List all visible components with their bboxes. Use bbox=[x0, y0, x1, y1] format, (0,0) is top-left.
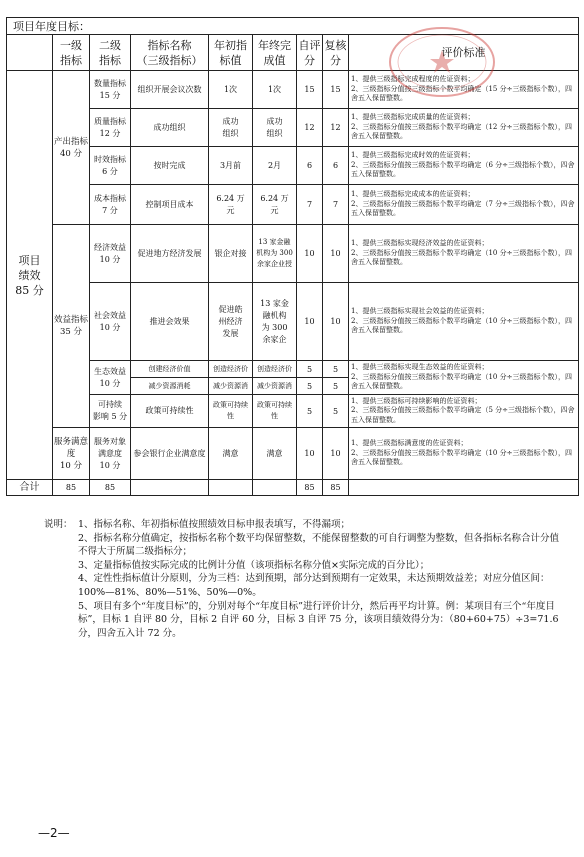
start-value-cell: 银企对接 bbox=[209, 225, 253, 283]
header-review-score: 复核 分 bbox=[323, 35, 349, 71]
table-row bbox=[7, 395, 579, 428]
total-blank bbox=[131, 480, 209, 496]
header-criteria: 评价标准 bbox=[349, 35, 579, 71]
notes-lead: 说明： bbox=[44, 519, 73, 530]
review-score-cell: 15 bbox=[323, 71, 349, 109]
header-start-value: 年初指 标值 bbox=[209, 35, 253, 71]
level3-cell: 减少资源消耗 bbox=[131, 378, 209, 395]
self-score-cell: 5 bbox=[297, 378, 323, 395]
end-value-cell: 成功 组织 bbox=[253, 109, 297, 147]
header-level3: 指标名称 （三级指标） bbox=[131, 35, 209, 71]
review-score-cell: 10 bbox=[323, 225, 349, 283]
total-blank bbox=[209, 480, 253, 496]
total-blank bbox=[349, 480, 579, 496]
page-number: —2— bbox=[38, 826, 70, 840]
total-level2: 85 bbox=[90, 480, 131, 496]
table-row bbox=[7, 225, 579, 283]
table-row bbox=[7, 283, 579, 361]
start-value-cell: 成功 组织 bbox=[209, 109, 253, 147]
criteria-cell: 1、提供三级指标完成时效的佐证资料； 2、三级指标分值按三级指标个数平均确定（6 分÷三级指标个数），四舍五入保留整数。 bbox=[349, 147, 579, 185]
total-label: 合计 bbox=[7, 480, 53, 496]
table-title: 项目年度目标： bbox=[7, 18, 579, 35]
end-value-cell: 1次 bbox=[253, 71, 297, 109]
total-self-score: 85 bbox=[297, 480, 323, 496]
end-value-cell: 满意 bbox=[253, 428, 297, 480]
criteria-cell: 1、提供三级指标实现社会效益的佐证资料； 2、三级指标分值按三级指标个数平均确定（10 分÷三级指标个数），四舍五入保留整数。 bbox=[349, 283, 579, 361]
review-score-cell: 5 bbox=[323, 378, 349, 395]
level3-cell: 参会银行企业满意度 bbox=[131, 428, 209, 480]
level2-cell: 数量指标 15 分 bbox=[90, 71, 131, 109]
header-level2: 二级 指标 bbox=[90, 35, 131, 71]
review-score-cell: 5 bbox=[323, 395, 349, 428]
start-value-cell: 满意 bbox=[209, 428, 253, 480]
start-value-cell: 政策可持续 性 bbox=[209, 395, 253, 428]
level3-cell: 创建经济价值 bbox=[131, 361, 209, 378]
self-score-cell: 5 bbox=[297, 395, 323, 428]
project-label: 项目 绩效 85 分 bbox=[7, 71, 53, 480]
end-value-cell: 减少资源消 bbox=[253, 378, 297, 395]
criteria-cell: 1、提供三级指标完成质量的佐证资料； 2、三级指标分值按三级指标个数平均确定（12 分÷三级指标个数），四舍五入保留整数。 bbox=[349, 109, 579, 147]
table-row bbox=[7, 185, 579, 225]
criteria-cell: 1、提供三级指标实现生态效益的佐证资料； 2、三级指标分值按三级指标个数平均确定（10 分÷三级指标个数），四舍五入保留整数。 bbox=[349, 361, 579, 395]
self-score-cell: 5 bbox=[297, 361, 323, 378]
level3-cell: 控制项目成本 bbox=[131, 185, 209, 225]
total-blank bbox=[253, 480, 297, 496]
self-score-cell: 6 bbox=[297, 147, 323, 185]
level1-output: 产出指标 40 分 bbox=[53, 71, 90, 225]
self-score-cell: 15 bbox=[297, 71, 323, 109]
review-score-cell: 6 bbox=[323, 147, 349, 185]
criteria-cell: 1、提供三级指标满意度的佐证资料； 2、三级指标分值按三级指标个数平均确定（10 分÷三级指标个数），四舍五入保留整数。 bbox=[349, 428, 579, 480]
level3-cell: 政策可持续性 bbox=[131, 395, 209, 428]
level2-cell: 可持续 影响 5 分 bbox=[90, 395, 131, 428]
level2-cell: 社会效益 10 分 bbox=[90, 283, 131, 361]
review-score-cell: 10 bbox=[323, 428, 349, 480]
note-item: 5、项目有多个“年度目标”的，分别对每个“年度目标”进行评价计分，然后再平均计算。例：某项目有三个“年度目标”，目标 1 自评 80 分，目标 2 自评 60 分，目标 3 自评 75 分，该项目绩效得分为：（80+60+75）÷3=71.6 分，四舍五入计 72 分。 bbox=[78, 600, 559, 639]
header-row bbox=[7, 35, 579, 71]
end-value-cell: 13 家金 融机构 为 300 余家企 bbox=[253, 283, 297, 361]
table-row bbox=[7, 361, 579, 378]
table-row bbox=[7, 428, 579, 480]
level1-satisfaction: 服务满意 度 10 分 bbox=[53, 428, 90, 480]
table-row bbox=[7, 147, 579, 185]
review-score-cell: 12 bbox=[323, 109, 349, 147]
level2-cell: 时效指标 6 分 bbox=[90, 147, 131, 185]
end-value-cell: 创造经济价 bbox=[253, 361, 297, 378]
start-value-cell: 1次 bbox=[209, 71, 253, 109]
review-score-cell: 5 bbox=[323, 361, 349, 378]
table-row bbox=[7, 71, 579, 109]
self-score-cell: 10 bbox=[297, 283, 323, 361]
end-value-cell: 政策可持续 性 bbox=[253, 395, 297, 428]
header-end-value: 年终完 成值 bbox=[253, 35, 297, 71]
self-score-cell: 10 bbox=[297, 428, 323, 480]
end-value-cell: 13 家金融 机构为 300 余家企业授 bbox=[253, 225, 297, 283]
end-value-cell: 2月 bbox=[253, 147, 297, 185]
level2-cell: 服务对象 满意度 10 分 bbox=[90, 428, 131, 480]
header-blank bbox=[7, 35, 53, 71]
total-review-score: 85 bbox=[323, 480, 349, 496]
header-self-score: 自评 分 bbox=[297, 35, 323, 71]
criteria-cell: 1、提供三级指标完成成本的佐证资料； 2、三级指标分值按三级指标个数平均确定（7 分÷三级指标个数），四舍五入保留整数。 bbox=[349, 185, 579, 225]
notes-section bbox=[44, 518, 564, 640]
note-item: 4、定性性指标值计分原则，分为三档：达到预期，部分达到预期有一定效果，未达预期效益差；对应分值区间：100%—81%、80%—51%、50%—0%。 bbox=[78, 573, 550, 598]
criteria-cell: 1、提供三级指标可持续影响的佐证资料； 2、三级指标分值按三级指标个数平均确定（5 分÷三级指标个数），四舍五入保留整数。 bbox=[349, 395, 579, 428]
start-value-cell: 促进皓 州经济 发展 bbox=[209, 283, 253, 361]
start-value-cell: 创造经济价 bbox=[209, 361, 253, 378]
table-row bbox=[7, 109, 579, 147]
level2-cell: 质量指标 12 分 bbox=[90, 109, 131, 147]
level3-cell: 按时完成 bbox=[131, 147, 209, 185]
start-value-cell: 6.24 万 元 bbox=[209, 185, 253, 225]
level3-cell: 组织开展会议次数 bbox=[131, 71, 209, 109]
self-score-cell: 10 bbox=[297, 225, 323, 283]
self-score-cell: 12 bbox=[297, 109, 323, 147]
level2-cell: 生态效益 10 分 bbox=[90, 361, 131, 395]
criteria-cell: 1、提供三级指标完成程度的佐证资料； 2、三级指标分值按三级指标个数平均确定（15 分÷三级指标个数），四舍五入保留整数。 bbox=[349, 71, 579, 109]
level2-cell: 成本指标 7 分 bbox=[90, 185, 131, 225]
note-item: 3、定量指标值按实际完成的比例计分值（该项指标名称分值×实际完成的百分比）； bbox=[78, 559, 430, 571]
level3-cell: 推进会效果 bbox=[131, 283, 209, 361]
level3-cell: 成功组织 bbox=[131, 109, 209, 147]
end-value-cell: 6.24 万 元 bbox=[253, 185, 297, 225]
note-item: 1、指标名称、年初指标值按照绩效目标申报表填写，不得漏项； bbox=[78, 519, 351, 530]
note-item: 2、指标名称分值确定，按指标名称个数平均保留整数，不能保留整数的可自行调整为整数，但各指标名称合计分值不得大于所属二级指标分； bbox=[78, 532, 560, 558]
header-level1: 一级 指标 bbox=[53, 35, 90, 71]
start-value-cell: 3月前 bbox=[209, 147, 253, 185]
total-row bbox=[7, 480, 579, 496]
review-score-cell: 7 bbox=[323, 185, 349, 225]
level1-benefit: 效益指标 35 分 bbox=[53, 225, 90, 428]
total-level1: 85 bbox=[53, 480, 90, 496]
level3-cell: 促进地方经济发展 bbox=[131, 225, 209, 283]
performance-table bbox=[6, 17, 579, 496]
start-value-cell: 减少资源消 bbox=[209, 378, 253, 395]
criteria-cell: 1、提供三级指标实现经济效益的佐证资料； 2、三级指标分值按三级指标个数平均确定（10 分÷三级指标个数），四舍五入保留整数。 bbox=[349, 225, 579, 283]
level2-cell: 经济效益 10 分 bbox=[90, 225, 131, 283]
self-score-cell: 7 bbox=[297, 185, 323, 225]
review-score-cell: 10 bbox=[323, 283, 349, 361]
